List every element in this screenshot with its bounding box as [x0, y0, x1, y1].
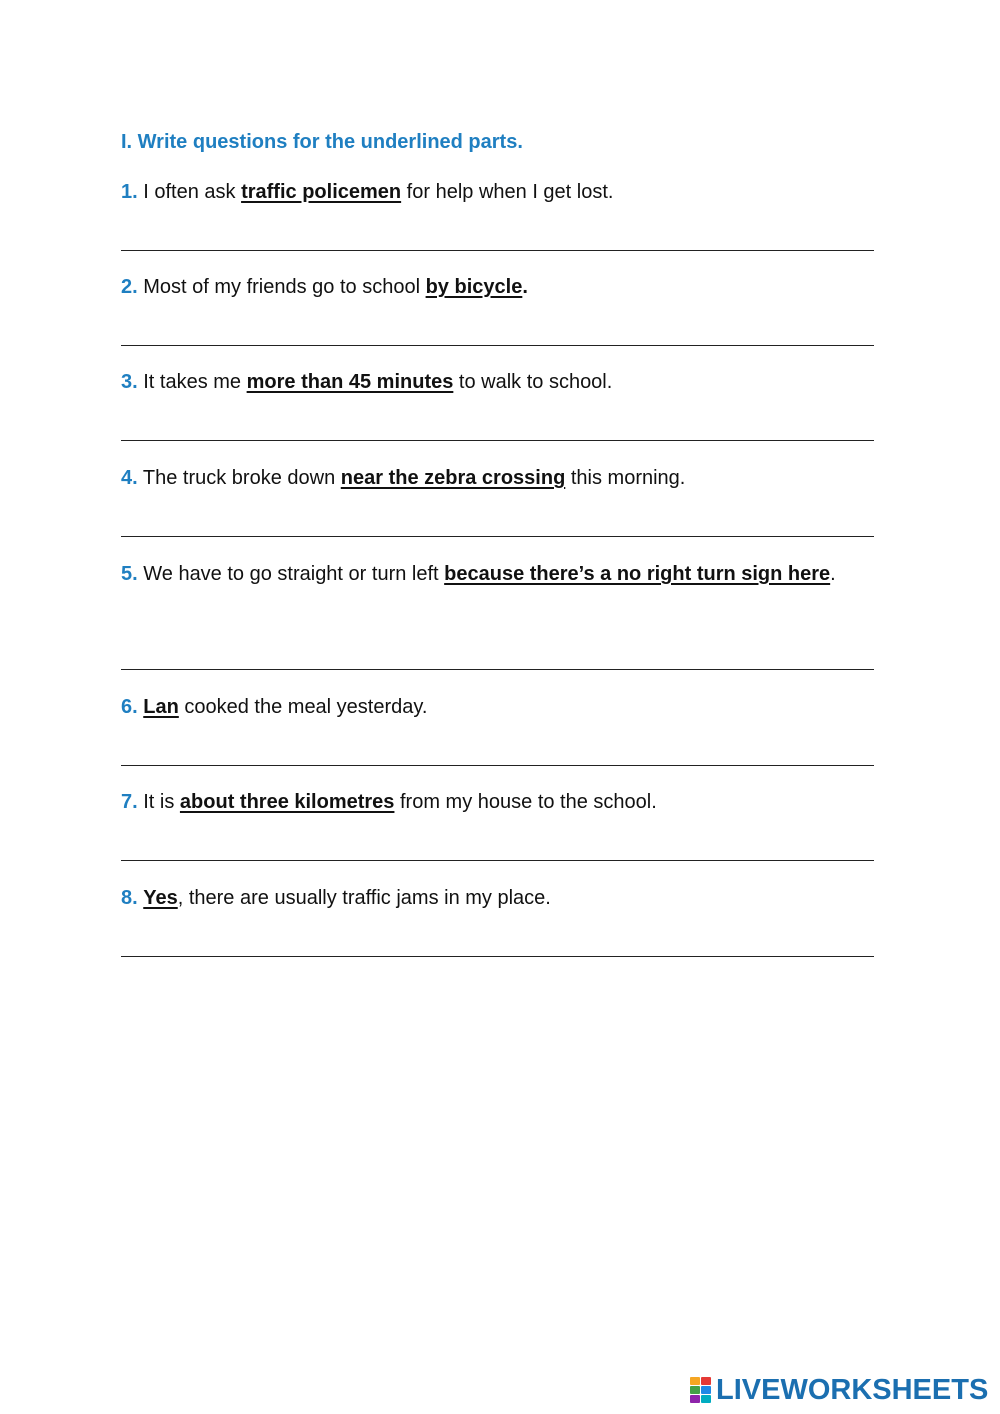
question-8 — [121, 879, 879, 917]
answer-line-8[interactable] — [121, 956, 874, 957]
question-text-after: , there are usually traffic jams in my place. — [177, 887, 551, 909]
underlined-part: Yes — [143, 887, 178, 909]
question-number: 2. — [121, 276, 138, 298]
answer-line-5[interactable] — [121, 669, 874, 670]
question-5 — [121, 555, 879, 593]
liveworksheets-logo[interactable] — [690, 1372, 988, 1408]
underlined-part: more than 45 minutes — [246, 371, 454, 393]
question-text-after: cooked the meal yesterday. — [178, 696, 428, 718]
question-number: 8. — [121, 887, 138, 909]
question-6 — [121, 688, 879, 726]
question-number: 5. — [121, 563, 138, 585]
answer-line-7[interactable] — [121, 860, 874, 861]
question-number: 4. — [121, 467, 138, 489]
underlined-part: near the zebra crossing — [340, 467, 566, 489]
underlined-part: by bicycle — [425, 276, 523, 298]
underlined-part: because there’s a no right turn sign here — [444, 563, 831, 585]
answer-line-2[interactable] — [121, 345, 874, 346]
question-1 — [121, 173, 879, 211]
answer-line-4[interactable] — [121, 536, 874, 537]
question-number: 7. — [121, 791, 138, 813]
underlined-part: Lan — [143, 696, 179, 718]
question-text-after: this morning. — [565, 467, 686, 489]
question-text-after: for help when I get lost. — [401, 181, 614, 203]
question-number: 3. — [121, 371, 138, 393]
question-3 — [121, 363, 879, 401]
logo-text: LIVEWORKSHEETS — [716, 1373, 989, 1406]
answer-line-3[interactable] — [121, 440, 874, 441]
underlined-part: traffic policemen — [241, 181, 402, 203]
underlined-part: about three kilometres — [179, 791, 395, 813]
question-text-before: It takes me — [137, 371, 247, 393]
question-text-before: I often ask — [137, 181, 242, 203]
question-text-before: We have to go straight or turn left — [137, 563, 445, 585]
question-2 — [121, 268, 879, 306]
question-text-after-bold: . — [522, 276, 528, 298]
worksheet-heading: I. Write questions for the underlined parts. — [121, 131, 523, 153]
answer-line-6[interactable] — [121, 765, 874, 766]
question-7 — [121, 783, 879, 821]
question-text-after: to walk to school. — [453, 371, 613, 393]
answer-line-1[interactable] — [121, 250, 874, 251]
question-text-before: Most of my friends go to school — [137, 276, 426, 298]
question-text-before: The truck broke down — [137, 467, 341, 489]
question-text-before: It is — [137, 791, 180, 813]
question-text-after: from my house to the school. — [394, 791, 657, 813]
question-text-after: . — [830, 563, 836, 585]
question-number: 1. — [121, 181, 138, 203]
liveworksheets-logo-icon — [690, 1377, 712, 1403]
question-number: 6. — [121, 696, 138, 718]
question-4 — [121, 459, 879, 497]
